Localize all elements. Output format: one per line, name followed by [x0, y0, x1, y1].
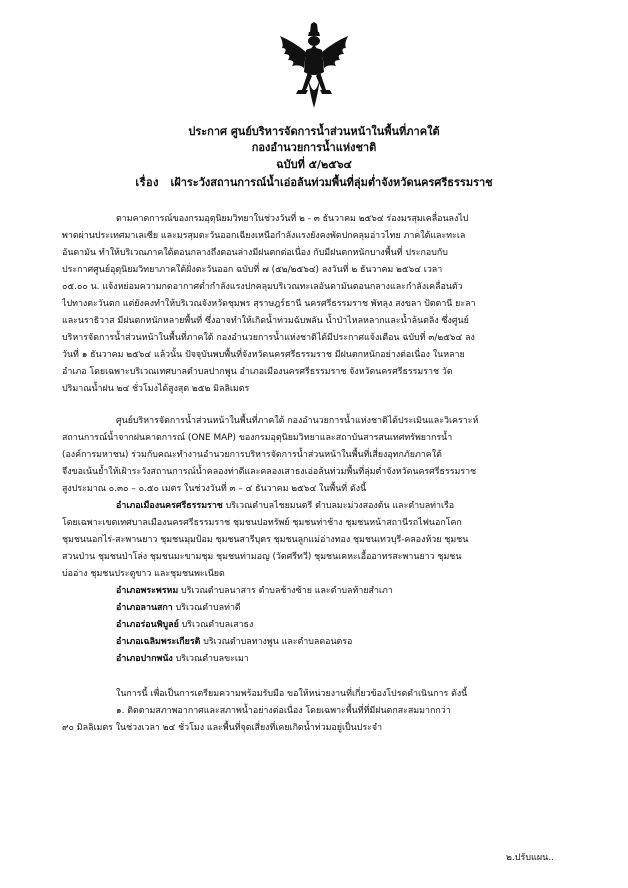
- para1-line: ไปทางตะวันตก แต่ยังคงทำให้บริเวณจังหวัดชุมพร สุราษฎร์ธานี นครศรีธรรมราช พัทลุง สงขลา ปัตตานี ยะลา: [62, 299, 476, 309]
- district-item: [116, 600, 582, 616]
- announcement-title: ประกาศ ศูนย์บริหารจัดการน้ำส่วนหน้าในพื้นที่ภาคใต้: [188, 125, 440, 138]
- subject-text: เฝ้าระวังสถานการณ์น้ำเอ่อล้นท่วมพื้นที่ลุ่มต่ำจังหวัดนครศรีธรรมราช: [170, 176, 493, 189]
- para2-line: สูงประมาณ ๐.๓๐ – ๐.๕๐ เมตร ในช่วงวันที่ ๓ – ๔ ธันวาคม ๒๕๖๔ ในพื้นที่ ดังนี้: [62, 484, 367, 494]
- issuer-name: กองอำนวยการน้ำแห่งชาติ: [251, 141, 377, 154]
- garuda-emblem-icon: [278, 22, 350, 110]
- subject-label: เรื่อง: [135, 176, 160, 189]
- para2-line: ศูนย์บริหารจัดการน้ำส่วนหน้าในพื้นที่ภาคใต้ กองอำนวยการน้ำแห่งชาติได้ประเมินและวิเคราะห์: [116, 416, 479, 426]
- para1-line: อันดามัน ทำให้บริเวณภาคใต้ตอนกลางถึงตอนล่างมีฝนตกต่อเนื่อง กับมีฝนตกหนักบางพื้นที่ ประกอบกับ: [62, 248, 448, 258]
- para3-line: ๙๐ มิลลิเมตร ในช่วงเวลา ๒๔ ชั่วโมง และพื้นที่จุดเสี่ยงที่เคยเกิดน้ำท่วมอยู่เป็นประจำ: [62, 723, 383, 733]
- district-detail: บริเวณตำบลท่าดี: [172, 603, 241, 613]
- para3-line: ๑. ติดตามสภาพอากาศและสภาพน้ำอย่างต่อเนื่อง โดยเฉพาะพื้นที่ที่มีฝนตกสะสมมากกว่า: [116, 706, 451, 716]
- district-main-line: บ่ออ่าง ชุมชนประตูขาว และชุมชนพะเนียด: [62, 569, 225, 579]
- para1-line: บริหารจัดการน้ำส่วนหน้าในพื้นที่ภาคใต้ กองอำนวยการน้ำแห่งชาติได้มีประกาศแจ้งเตือน ฉบับที่ ๓/๒๕๖๔ ลง: [62, 333, 475, 343]
- district-name: อำเภอพระพรหม: [116, 586, 179, 596]
- district-main-line: สวนป่าน ชุมชนป่าโล่ง ชุมชนมะขามชุม ชุมชนท่ามอญ (วัดศรีทวี) ชุมชนเคหะเอื้ออาทรสะพานยาว ชุมชน: [62, 552, 462, 562]
- district-detail: บริเวณตำบลทางพูน และตำบลดอนตรอ: [200, 637, 353, 647]
- para1-line: ปริมาณน้ำฝน ๒๔ ชั่วโมงได้สูงสุด ๒๕๒ มิลลิเมตร: [62, 384, 250, 394]
- district-main-line: [116, 498, 582, 514]
- district-name: อำเภอร่อนพิบูลย์: [116, 620, 179, 630]
- subject-line: [0, 175, 628, 191]
- district-detail: บริเวณตำบลเสาธง: [178, 620, 254, 630]
- para2-line: สถานการณ์น้ำจากฝนคาดการณ์ (ONE MAP) ของกรมอุตุนิยมวิทยาและสถาบันสารสนเทศทรัพยากรน้ำ: [62, 433, 453, 443]
- para1-line: และนราธิวาส มีฝนตกหนักหลายพื้นที่ ซึ่งอาจทำให้เกิดน้ำท่วมฉับพลัน น้ำป่าไหลหลากและน้ำล้นตลิ่ง ซึ่งศูนย์: [62, 316, 469, 326]
- para1-line: ๐๕.๐๐ น. แจ้งหย่อมความกดอากาศต่ำกำลังแรงปกคลุมบริเวณทะเลอันดามันตอนกลางและกำลังเคลื่อนตัว: [62, 282, 463, 292]
- para2-line: จึงขอเน้นย้ำให้เฝ้าระวังสถานการณ์น้ำคลองท่าดีและคลองเสาธงเอ่อล้นท่วมพื้นที่ลุ่มต่ำจังหวัดนครศรีธรรมราช: [62, 467, 477, 477]
- district-main-line: ชุมชนนอกไร่-สะพานยาว ชุมชนมุมป้อม ชุมชนสารีบุตร ชุมชนลูกแม่อ่างทอง ชุมชนเทวบุรี-คลองห้วย ชุมชน: [62, 535, 469, 545]
- district-item: [116, 651, 582, 667]
- continuation-marker: ๒.ปรับแผน..: [506, 853, 555, 863]
- district-detail: บริเวณตำบลไชยมนตรี ตำบลมะม่วงสองต้น และตำบลท่าเรือ: [222, 501, 455, 511]
- district-name: อำเภอปากพนัง: [116, 654, 173, 664]
- para1-line: พาดผ่านประเทศมาเลเซีย และมรสุมตะวันออกเฉียงเหนือกำลังแรงยังคงพัดปกคลุมอ่าวไทย ภาคใต้และทะเล: [62, 231, 466, 241]
- district-item: [116, 583, 582, 599]
- district-item: [116, 617, 582, 633]
- district-name: อำเภอเมืองนครศรีธรรมราช: [116, 501, 223, 511]
- para2-line: (องค์การมหาชน) ร่วมกับคณะทำงานอำนวยการบริหารจัดการน้ำส่วนหน้าในพื้นที่เสี่ยงอุทกภัยภาคใต้: [62, 450, 442, 460]
- para1-line: ตามคาดการณ์ของกรมอุตุนิยมวิทยาในช่วงวันที่ ๒ - ๓ ธันวาคม ๒๕๖๔ ร่องมรสุมเคลื่อนลงไป: [116, 214, 469, 224]
- para1-line: ประกาศศูนย์อุตุนิยมวิทยาภาคใต้ฝั่งตะวันออก ฉบับที่ ๗ (๕๒/๒๕๖๔) ลงวันที่ ๒ ธันวาคม ๒๕๖๔ เวลา: [62, 265, 443, 275]
- district-name: อำเภอลานสกา: [116, 603, 173, 613]
- para1-line: อำเภอ โดยเฉพาะบริเวณเทศบาลตำบลปากพูน อำเภอเมืองนครศรีธรรมราช จังหวัดนครศรีธรรมราช วัด: [62, 367, 453, 377]
- district-item: [116, 634, 582, 650]
- district-name: อำเภอเฉลิมพระเกียรติ: [116, 637, 201, 647]
- district-detail: บริเวณตำบลนาสาร ตำบลช้างซ้าย และตำบลท้ายสำเภา: [178, 586, 393, 596]
- para3-line: ในการนี้ เพื่อเป็นการเตรียมความพร้อมรับมือ ขอให้หน่วยงานที่เกี่ยวข้องโปรดดำเนินการ ดังนี้: [116, 689, 468, 699]
- issue-number: ฉบับที่ ๕/๒๕๖๔: [276, 158, 352, 171]
- district-detail: บริเวณตำบลขะเมา: [172, 654, 249, 664]
- para1-line: วันที่ ๑ ธันวาคม ๒๕๖๔ แล้วนั้น ปัจจุบันพบพื้นที่จังหวัดนครศรีธรรมราช มีฝนตกหนักอย่างต่อเนื่อง ในหลาย: [62, 350, 465, 360]
- district-main-line: โดยเฉพาะเขตเทศบาลเมืองนครศรีธรรมราช ชุมชนปอทรัพย์ ชุมชนท่าช้าง ชุมชนหน้าสถานีรถไฟนอกโคก: [62, 518, 462, 528]
